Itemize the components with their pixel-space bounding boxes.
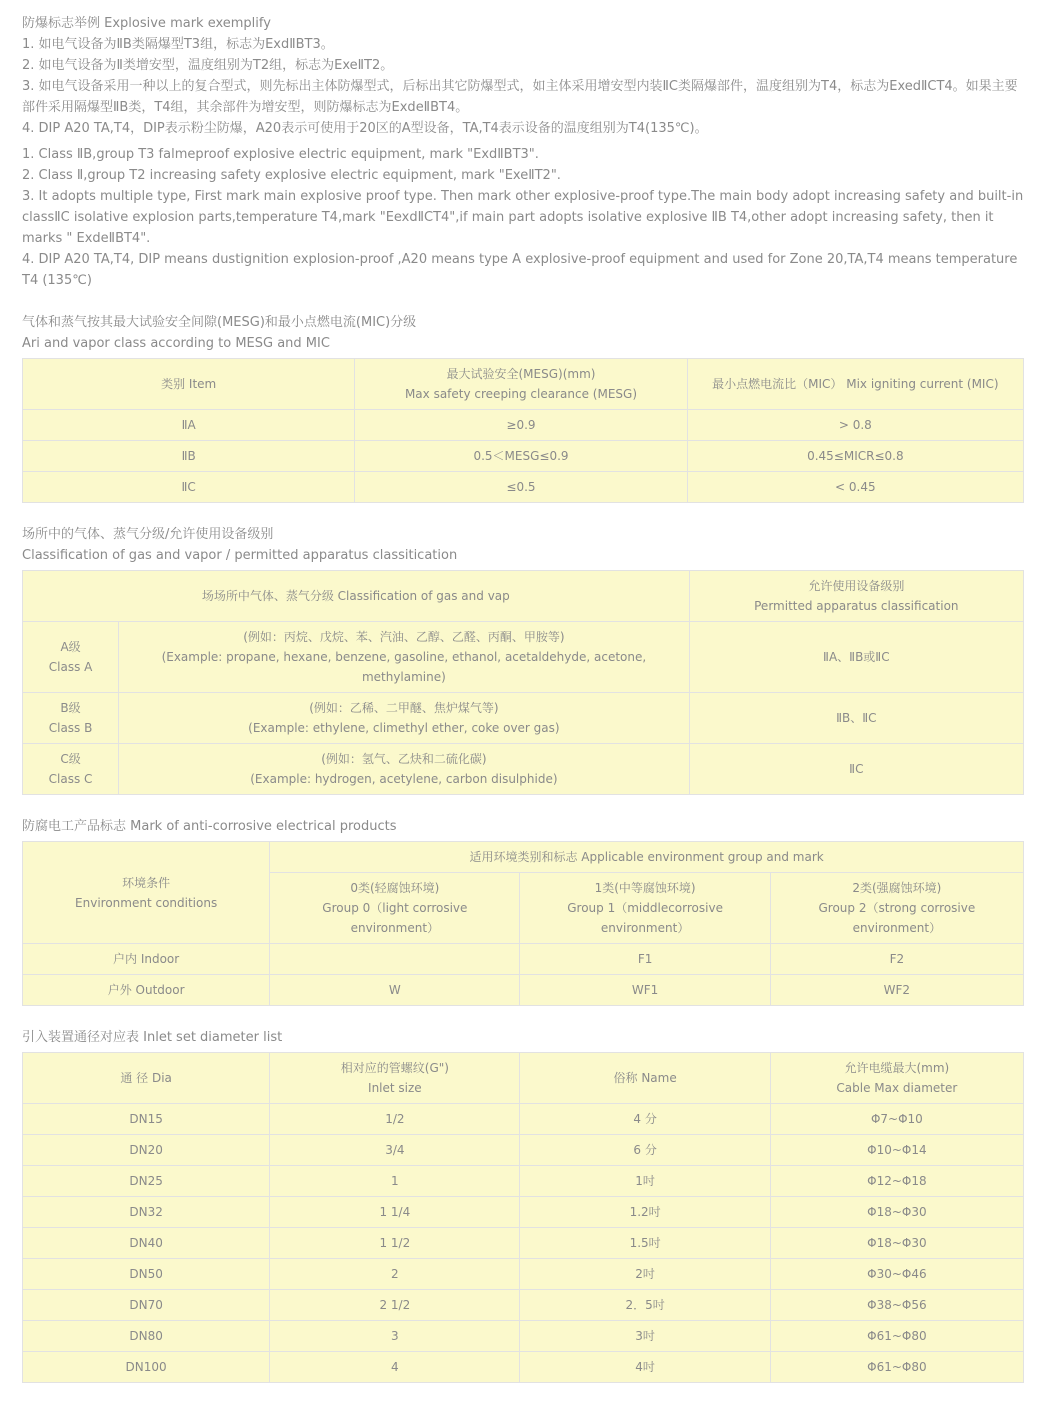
table-cell: [270, 1259, 520, 1290]
table-header-row: [23, 1053, 1024, 1104]
table-row: [23, 1104, 1024, 1135]
section-title: Classification of gas and vapor / permitted apparatus classitication: [22, 548, 458, 563]
mesg-mic-table: [22, 358, 1024, 503]
table-header-cell: [23, 1053, 270, 1104]
table-cell: [119, 622, 690, 693]
table-header-cell: [270, 842, 1024, 873]
table-cell: [23, 1352, 270, 1383]
intro-note-en: 1. Class ⅡB,group T3 falmeproof explosive electric equipment, mark "ExdⅡBT3".: [22, 147, 539, 162]
cell-line: (例如：丙烷、戊烷、苯、汽油、乙醇、乙醛、丙酮、甲胺等): [243, 630, 565, 644]
cell-line: DN25: [129, 1174, 163, 1188]
cell-line: 6 分: [633, 1143, 657, 1157]
cell-line: 1 1/2: [379, 1236, 411, 1250]
cell-line: 4吋: [635, 1360, 655, 1374]
cell-line: ⅡA、ⅡB或ⅡC: [823, 650, 890, 664]
table-cell: [23, 1166, 270, 1197]
content-sections: [22, 312, 1024, 1383]
table-cell: [687, 441, 1023, 472]
table-cell: [770, 975, 1023, 1006]
cell-line: (Example: ethylene, climethyl ether, coke over gas): [248, 721, 560, 735]
cell-line: 1吋: [635, 1174, 655, 1188]
section-title-block: [22, 312, 1024, 354]
table-cell: [23, 441, 355, 472]
cell-line: 1 1/4: [379, 1205, 411, 1219]
cell-line: DN100: [125, 1360, 167, 1374]
cell-line: Φ61~Φ80: [867, 1360, 927, 1374]
table-body: [23, 622, 1024, 795]
table-cell: [689, 744, 1023, 795]
cell-line: WF1: [631, 983, 659, 997]
cell-line: 0.45≤MICR≤0.8: [807, 449, 904, 463]
table-header-cell: [687, 359, 1023, 410]
table-header-cell: [23, 359, 355, 410]
intro-note-cn: 1. 如电气设备为ⅡB类隔爆型T3组，标志为ExdⅡBT3。: [22, 37, 334, 52]
cell-line: environment）: [350, 921, 440, 935]
table-row: [23, 1228, 1024, 1259]
table-cell: [270, 1352, 520, 1383]
table-cell: [689, 693, 1023, 744]
cell-line: 1/2: [385, 1112, 405, 1126]
cell-line: 4 分: [633, 1112, 657, 1126]
section-gas-vapor-classification: [22, 524, 1024, 795]
table-body: [23, 944, 1024, 1006]
cell-line: (例如：氢气、乙炔和二硫化碳): [321, 752, 487, 766]
table-cell: [770, 1321, 1023, 1352]
table-row: [23, 622, 1024, 693]
cell-line: 1.5吋: [629, 1236, 661, 1250]
cell-line: 适用环境类别和标志 Applicable environment group and mark: [469, 850, 824, 864]
table-cell: [23, 693, 119, 744]
cell-line: 2: [391, 1267, 399, 1281]
cell-line: Φ30~Φ46: [867, 1267, 927, 1281]
cell-line: 最大试验安全(MESG)(mm): [446, 367, 596, 381]
table-cell: [520, 1259, 770, 1290]
cell-line: ≥0.9: [506, 418, 536, 432]
table-row: [23, 975, 1024, 1006]
table-cell: [770, 1135, 1023, 1166]
cell-line: Environment conditions: [75, 895, 218, 910]
cell-line: Φ10~Φ14: [867, 1143, 927, 1157]
cell-line: Class C: [48, 772, 93, 786]
table-header-cell: [689, 571, 1023, 622]
table-row: [23, 410, 1024, 441]
table-cell: [119, 693, 690, 744]
table-cell: [23, 944, 270, 975]
intro-note-en: 4. DIP A20 TA,T4, DIP means dustignition explosion-proof ,A20 means type A explosive-proof equipment and used for Zone 20,TA,T4 means temperature T4 (135℃): [22, 252, 1018, 288]
table-cell: [770, 1166, 1023, 1197]
table-cell: [520, 1321, 770, 1352]
table-cell: [270, 1197, 520, 1228]
intro-chinese-notes: [22, 34, 1024, 139]
intro-note-cn: 4. DIP A20 TA,T4，DIP表示粉尘防爆，A20表示可使用于20区的A型设备，TA,T4表示设备的温度组别为T4(135℃)。: [22, 121, 708, 136]
table-header-row: [23, 842, 1024, 873]
table-header-cell: [520, 1053, 770, 1104]
table-row: [23, 1352, 1024, 1383]
table-row: [23, 1290, 1024, 1321]
table-cell: [23, 744, 119, 795]
table-cell: [770, 1259, 1023, 1290]
cell-line: 0类(轻腐蚀环境): [350, 881, 440, 895]
table-row: [23, 1166, 1024, 1197]
table-cell: [270, 1135, 520, 1166]
table-cell: [270, 1166, 520, 1197]
cell-line: ⅡA: [181, 418, 196, 432]
cell-line: (Example: propane, hexane, benzene, gasoline, ethanol, acetaldehyde, acetone, methylamine): [161, 650, 647, 684]
table-cell: [23, 1321, 270, 1352]
cell-line: [278, 949, 511, 969]
table-cell: [770, 1352, 1023, 1383]
cell-line: 2吋: [635, 1267, 655, 1281]
table-header-cell: [23, 571, 690, 622]
cell-line: 类别 Item: [161, 377, 217, 391]
cell-line: Inlet size: [368, 1081, 422, 1095]
table-cell: [355, 410, 687, 441]
table-cell: [687, 472, 1023, 503]
table-cell: [770, 1104, 1023, 1135]
table-cell: [520, 1197, 770, 1228]
cell-line: 户外 Outdoor: [107, 983, 185, 997]
section-title-block: [22, 816, 1024, 837]
cell-line: 4: [391, 1360, 399, 1374]
table-cell: [270, 1321, 520, 1352]
cell-line: Group 2（strong corrosive: [818, 901, 976, 915]
cell-line: 2 1/2: [379, 1298, 411, 1312]
table-header-cell: [770, 873, 1023, 944]
cell-line: DN50: [129, 1267, 163, 1281]
cell-line: Class A: [48, 660, 93, 674]
table-cell: [770, 1197, 1023, 1228]
section-gas-vapor-mesg-mic: [22, 312, 1024, 503]
table-header-row: [23, 359, 1024, 410]
table-row: [23, 944, 1024, 975]
table-cell: [23, 472, 355, 503]
cell-line: 俗称 Name: [613, 1071, 677, 1085]
table-row: [23, 1135, 1024, 1166]
cell-line: W: [388, 983, 401, 997]
cell-line: ⅡB: [181, 449, 196, 463]
cell-line: DN20: [129, 1143, 163, 1157]
intro-english-notes: [22, 144, 1024, 291]
cell-line: 相对应的管螺纹(G"): [340, 1061, 449, 1075]
cell-line: 0.5＜MESG≤0.9: [473, 449, 569, 463]
table-cell: [687, 410, 1023, 441]
cell-line: 2．5吋: [625, 1298, 665, 1312]
intro-note-en: 2. Class Ⅱ,group T2 increasing safety explosive electric equipment, mark "ExeⅡT2".: [22, 168, 561, 183]
table-cell: [23, 1259, 270, 1290]
section-inlet-diameter: [22, 1027, 1024, 1383]
cell-line: Group 0（light corrosive: [322, 901, 468, 915]
table-header-cell: [23, 842, 270, 944]
cell-line: 2类(强腐蚀环境): [852, 881, 942, 895]
section-title-block: [22, 1027, 1024, 1048]
table-cell: [520, 1104, 770, 1135]
table-cell: [23, 1135, 270, 1166]
cell-line: DN32: [129, 1205, 163, 1219]
intro-note-cn: 3. 如电气设备采用一种以上的复合型式，则先标出主体防爆型式，后标出其它防爆型式，如主体采用增安型内装ⅡC类隔爆部件，温度组别为T4，标志为ExedⅡCT4。如果主要部件采用隔爆型ⅡB类，T4组，其余部件为增安型，则防爆标志为ExdeⅡBT4。: [22, 79, 1018, 115]
table-cell: [270, 1228, 520, 1259]
table-cell: [270, 1290, 520, 1321]
table-cell: [520, 1166, 770, 1197]
table-cell: [23, 1228, 270, 1259]
cell-line: Φ7~Φ10: [870, 1112, 923, 1126]
cell-line: < 0.45: [835, 480, 876, 494]
table-row: [23, 1259, 1024, 1290]
table-cell: [689, 622, 1023, 693]
cell-line: Group 1（middlecorrosive: [567, 901, 723, 915]
table-cell: [23, 622, 119, 693]
cell-line: F1: [637, 952, 653, 966]
intro-title: 防爆标志举例 Explosive mark exemplify: [22, 16, 271, 31]
cell-line: ⅡC: [849, 762, 864, 776]
cell-line: (Example: hydrogen, acetylene, carbon disulphide): [250, 772, 558, 786]
cell-line: DN15: [129, 1112, 163, 1126]
section-title: 防腐电工产品标志 Mark of anti-corrosive electrical products: [22, 819, 397, 834]
table-row: [23, 441, 1024, 472]
table-header-row: [23, 571, 1024, 622]
cell-line: DN80: [129, 1329, 163, 1343]
cell-line: 户内 Indoor: [113, 952, 180, 966]
table-cell: [23, 1290, 270, 1321]
table-cell: [520, 1135, 770, 1166]
cell-line: Φ12~Φ18: [867, 1174, 927, 1188]
gas-classification-table: [22, 570, 1024, 795]
cell-line: Class B: [48, 721, 93, 735]
cell-line: Φ38~Φ56: [867, 1298, 927, 1312]
table-cell: [23, 975, 270, 1006]
cell-line: 1.2吋: [629, 1205, 661, 1219]
table-cell: [23, 1197, 270, 1228]
cell-line: ⅡB、ⅡC: [836, 711, 877, 725]
table-cell: [270, 975, 520, 1006]
table-row: [23, 1197, 1024, 1228]
section-anti-corrosive-mark: [22, 816, 1024, 1006]
table-cell: [270, 944, 520, 975]
section-title: 引入装置通径对应表 Inlet set diameter list: [22, 1030, 283, 1045]
table-cell: [520, 1352, 770, 1383]
table-head: [23, 571, 1024, 622]
table-cell: [520, 975, 770, 1006]
cell-line: ⅡC: [181, 480, 196, 494]
table-body: [23, 410, 1024, 503]
cell-line: Permitted apparatus classification: [754, 599, 959, 613]
table-cell: [520, 1290, 770, 1321]
intro-note-en: 3. It adopts multiple type, First mark main explosive proof type. Then mark other explosive-proof type.The main body adopt increasing safety and built-in classⅡC isolative explosion parts,temperature T4,mark "EexdⅡCT4",if main part adopts isolative explosive ⅡB T4,other adopt increasing safety, then it marks " ExdeⅡBT4".: [22, 189, 1024, 246]
cell-line: 1类(中等腐蚀环境): [594, 881, 696, 895]
cell-line: Cable Max diameter: [836, 1081, 958, 1095]
cell-line: DN70: [129, 1298, 163, 1312]
table-cell: [520, 1228, 770, 1259]
cell-line: 1: [391, 1174, 399, 1188]
table-header-cell: [770, 1053, 1023, 1104]
cell-line: 最小点燃电流比（MIC） Mix igniting current (MIC): [712, 377, 999, 391]
inlet-diameter-table: [22, 1052, 1024, 1383]
table-cell: [270, 1104, 520, 1135]
cell-line: 允许使用设备级别: [808, 579, 905, 593]
cell-line: (例如：乙稀、二甲醚、焦炉煤气等): [309, 701, 499, 715]
cell-line: environment）: [852, 921, 942, 935]
cell-line: 场场所中气体、蒸气分级 Classification of gas and vap: [201, 589, 510, 603]
cell-line: B级: [60, 701, 81, 715]
cell-line: environment）: [600, 921, 690, 935]
cell-line: 3吋: [635, 1329, 655, 1343]
table-head: [23, 842, 1024, 944]
cell-line: 允许电缆最大(mm): [844, 1061, 950, 1075]
cell-line: Φ18~Φ30: [867, 1205, 927, 1219]
table-cell: [355, 472, 687, 503]
cell-line: ≤0.5: [506, 480, 536, 494]
cell-line: 通 径 Dia: [120, 1071, 172, 1085]
table-head: [23, 1053, 1024, 1104]
section-title: Ari and vapor class according to MESG and MIC: [22, 336, 330, 351]
table-row: [23, 744, 1024, 795]
table-cell: [770, 944, 1023, 975]
table-cell: [23, 410, 355, 441]
table-header-cell: [270, 1053, 520, 1104]
table-header-cell: [355, 359, 687, 410]
cell-line: DN40: [129, 1236, 163, 1250]
cell-line: C级: [60, 752, 81, 766]
cell-line: A级: [60, 640, 81, 654]
cell-line: 3/4: [385, 1143, 405, 1157]
table-row: [23, 693, 1024, 744]
intro-note-cn: 2. 如电气设备为Ⅱ类增安型，温度组别为T2组，标志为ExeⅡT2。: [22, 58, 394, 73]
table-cell: [770, 1290, 1023, 1321]
cell-line: Φ61~Φ80: [867, 1329, 927, 1343]
table-cell: [23, 1104, 270, 1135]
section-title-block: [22, 524, 1024, 566]
table-row: [23, 472, 1024, 503]
table-cell: [355, 441, 687, 472]
section-title: 场所中的气体、蒸气分级/允许使用设备级别: [22, 527, 274, 542]
cell-line: Φ18~Φ30: [867, 1236, 927, 1250]
table-cell: [770, 1228, 1023, 1259]
environment-group-table: [22, 841, 1024, 1006]
section-title: 气体和蒸气按其最大试验安全间隙(MESG)和最小点燃电流(MIC)分级: [22, 315, 417, 330]
table-header-cell: [520, 873, 770, 944]
table-body: [23, 1104, 1024, 1383]
table-row: [23, 1321, 1024, 1352]
cell-line: > 0.8: [838, 418, 872, 432]
cell-line: Max safety creeping clearance (MESG): [404, 387, 638, 401]
table-cell: [119, 744, 690, 795]
cell-line: 环境条件: [122, 875, 171, 890]
table-header-cell: [270, 873, 520, 944]
cell-line: F2: [889, 952, 905, 966]
table-head: [23, 359, 1024, 410]
cell-line: WF2: [883, 983, 911, 997]
table-cell: [520, 944, 770, 975]
cell-line: 3: [391, 1329, 399, 1343]
